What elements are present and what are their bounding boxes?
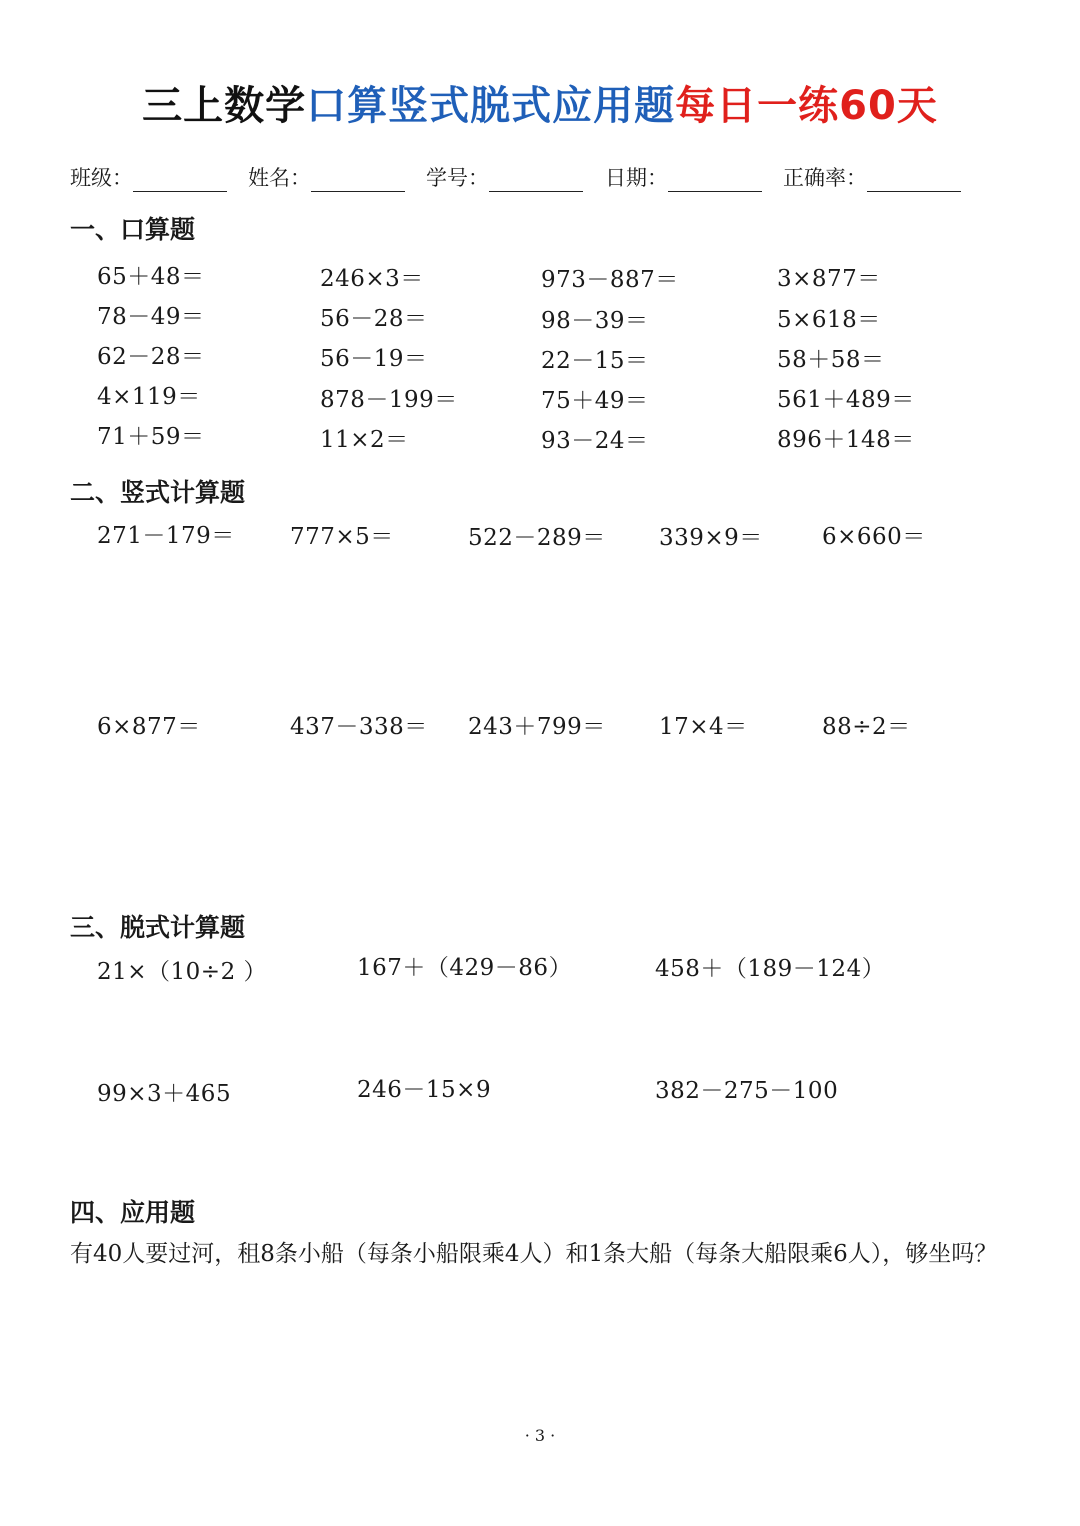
- date-blank[interactable]: [668, 169, 762, 192]
- class-field[interactable]: [70, 162, 227, 192]
- oral-problem: 3×877＝: [777, 266, 881, 292]
- oral-problem: 561＋489＝: [777, 387, 915, 413]
- name-blank[interactable]: [311, 169, 405, 192]
- student-number-label: 学号：: [426, 166, 489, 190]
- oral-problem: 62－28＝: [97, 344, 205, 370]
- oral-problem: 71＋59＝: [97, 424, 205, 450]
- date-label: 日期：: [605, 166, 668, 190]
- step-problem: 99×3＋465: [97, 1081, 232, 1107]
- oral-problem: 246×3＝: [320, 266, 424, 292]
- section-2-heading: 二、竖式计算题: [70, 478, 246, 507]
- student-info-row: [70, 162, 1010, 194]
- name-field[interactable]: [248, 162, 405, 192]
- oral-problem: 5×618＝: [777, 307, 881, 333]
- vertical-problem: 339×9＝: [659, 525, 763, 551]
- vertical-problem: 271－179＝: [97, 523, 235, 549]
- accuracy-label: 正确率：: [783, 166, 867, 190]
- oral-problem: 878－199＝: [320, 387, 458, 413]
- student-number-field[interactable]: [426, 162, 583, 192]
- oral-problem: 896＋148＝: [777, 427, 915, 453]
- name-label: 姓名：: [248, 166, 311, 190]
- vertical-problem: 522－289＝: [468, 525, 606, 551]
- date-field[interactable]: [605, 162, 762, 192]
- accuracy-blank[interactable]: [867, 169, 961, 192]
- section-4-heading: 四、应用题: [70, 1198, 196, 1227]
- oral-problem: 75＋49＝: [541, 388, 649, 414]
- step-problem: 167＋（429－86）: [357, 955, 573, 981]
- oral-problem: 973－887＝: [541, 267, 679, 293]
- vertical-problem: 17×4＝: [659, 714, 748, 740]
- vertical-problem: 88÷2＝: [822, 714, 911, 740]
- oral-problem: 4×119＝: [97, 384, 201, 410]
- student-number-blank[interactable]: [489, 169, 583, 192]
- word-problem: 有40人要过河，租8条小船（每条小船限乘4人）和1条大船（每条大船限乘6人），够坐吗？: [70, 1241, 998, 1267]
- oral-problem: 11×2＝: [320, 427, 409, 453]
- vertical-problem: 777×5＝: [290, 524, 394, 550]
- oral-problem: 93－24＝: [541, 428, 649, 454]
- section-3-heading: 三、脱式计算题: [70, 913, 246, 942]
- section-1-heading: 一、口算题: [70, 215, 196, 244]
- accuracy-field[interactable]: [783, 162, 961, 192]
- step-problem: 382－275－100: [655, 1078, 839, 1104]
- step-problem: 458＋（189－124）: [655, 956, 886, 982]
- title-part-2: 口算竖式脱式应用题: [306, 83, 676, 129]
- oral-problem: 56－28＝: [320, 306, 428, 332]
- page-number: · 3 ·: [524, 1426, 556, 1445]
- oral-problem: 78－49＝: [97, 304, 205, 330]
- title-part-3: 每日一练60天: [675, 83, 938, 129]
- oral-problem: 98－39＝: [541, 308, 649, 334]
- page-title: [0, 74, 1080, 131]
- vertical-problem: 243＋799＝: [468, 714, 606, 740]
- vertical-problem: 437－338＝: [290, 714, 428, 740]
- oral-problem: 56－19＝: [320, 346, 428, 372]
- step-problem: 21×（10÷2 ）: [97, 959, 268, 985]
- step-problem: 246－15×9: [357, 1077, 492, 1103]
- oral-problem: 22－15＝: [541, 348, 649, 374]
- class-blank[interactable]: [133, 169, 227, 192]
- class-label: 班级：: [70, 166, 133, 190]
- oral-problem: 58＋58＝: [777, 347, 885, 373]
- title-part-1: 三上数学: [142, 83, 307, 129]
- vertical-problem: 6×877＝: [97, 714, 201, 740]
- oral-problem: 65＋48＝: [97, 264, 205, 290]
- vertical-problem: 6×660＝: [822, 524, 926, 550]
